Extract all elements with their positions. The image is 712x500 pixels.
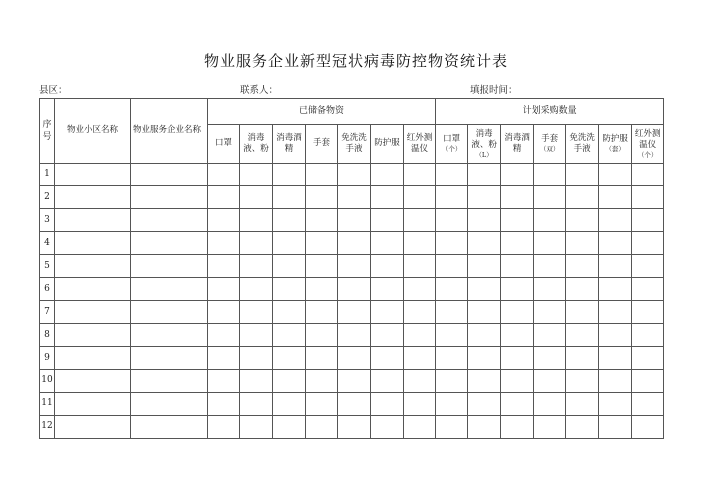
table-cell[interactable]	[273, 369, 306, 392]
table-cell[interactable]	[436, 255, 468, 278]
table-cell[interactable]	[131, 186, 208, 209]
table-cell[interactable]	[501, 186, 534, 209]
table-cell[interactable]	[566, 415, 599, 438]
table-cell[interactable]	[404, 209, 436, 232]
table-cell[interactable]	[468, 347, 501, 370]
table-cell[interactable]	[208, 347, 240, 370]
table-cell[interactable]	[208, 301, 240, 324]
planned-col-header	[468, 125, 501, 163]
row-number: 5	[40, 255, 55, 278]
table-cell[interactable]	[404, 369, 436, 392]
table-cell[interactable]	[599, 255, 632, 278]
table-cell[interactable]	[534, 347, 566, 370]
table-cell[interactable]	[566, 163, 599, 186]
planned-col-unit: （套）	[605, 145, 625, 154]
row-number: 4	[40, 232, 55, 255]
stored-group-header: 已储备物资	[208, 99, 436, 125]
planned-col-label: 消毒酒精	[504, 132, 530, 154]
table-cell[interactable]	[404, 255, 436, 278]
table-cell[interactable]	[632, 209, 664, 232]
table-cell[interactable]	[273, 324, 306, 347]
table-cell[interactable]	[534, 232, 566, 255]
table-cell[interactable]	[371, 347, 404, 370]
table-row	[40, 186, 664, 209]
table-cell[interactable]	[273, 255, 306, 278]
table-cell[interactable]	[131, 301, 208, 324]
table-cell[interactable]	[436, 232, 468, 255]
planned-col-header	[501, 125, 534, 163]
table-cell[interactable]	[501, 209, 534, 232]
table-cell[interactable]	[371, 301, 404, 324]
table-row	[40, 301, 664, 324]
row-number: 1	[40, 163, 55, 186]
table-cell[interactable]	[55, 369, 131, 392]
table-cell[interactable]	[306, 301, 338, 324]
table-cell[interactable]	[240, 209, 273, 232]
table-cell[interactable]	[468, 301, 501, 324]
planned-col-header	[566, 125, 599, 163]
table-cell[interactable]	[566, 347, 599, 370]
table-cell[interactable]	[599, 232, 632, 255]
table-cell[interactable]	[534, 209, 566, 232]
table-cell[interactable]	[599, 163, 632, 186]
table-cell[interactable]	[599, 415, 632, 438]
table-cell[interactable]	[338, 278, 371, 301]
table-cell[interactable]	[404, 163, 436, 186]
table-cell[interactable]	[566, 232, 599, 255]
table-cell[interactable]	[632, 415, 664, 438]
table-cell[interactable]	[55, 415, 131, 438]
table-cell[interactable]	[371, 278, 404, 301]
table-cell[interactable]	[208, 324, 240, 347]
table-cell[interactable]	[501, 369, 534, 392]
table-cell[interactable]	[371, 392, 404, 415]
table-cell[interactable]	[534, 278, 566, 301]
table-cell[interactable]	[240, 347, 273, 370]
table-cell[interactable]	[208, 369, 240, 392]
table-cell[interactable]	[436, 278, 468, 301]
stored-col-header	[338, 125, 371, 163]
planned-col-unit: （双）	[539, 145, 560, 154]
seq-header-label: 序号	[42, 119, 52, 142]
table-cell[interactable]	[599, 186, 632, 209]
table-cell[interactable]	[632, 369, 664, 392]
table-row	[40, 347, 664, 370]
stored-col-header	[404, 125, 436, 163]
table-cell[interactable]	[273, 278, 306, 301]
table-cell[interactable]	[534, 415, 566, 438]
table-cell[interactable]	[599, 209, 632, 232]
table-cell[interactable]	[306, 369, 338, 392]
table-cell[interactable]	[404, 232, 436, 255]
table-cell[interactable]	[131, 347, 208, 370]
row-number: 9	[40, 347, 55, 370]
table-cell[interactable]	[273, 415, 306, 438]
table-cell[interactable]	[534, 301, 566, 324]
table-cell[interactable]	[131, 163, 208, 186]
table-cell[interactable]	[534, 324, 566, 347]
table-cell[interactable]	[208, 163, 240, 186]
table-cell[interactable]	[566, 255, 599, 278]
county-label: 县区：	[39, 85, 68, 96]
planned-col-label: 免洗洗手液	[569, 132, 595, 154]
table-cell[interactable]	[371, 324, 404, 347]
table-cell[interactable]	[338, 209, 371, 232]
row-number: 12	[40, 415, 55, 438]
table-cell[interactable]	[501, 415, 534, 438]
table-cell[interactable]	[131, 255, 208, 278]
table-cell[interactable]	[273, 186, 306, 209]
table-cell[interactable]	[404, 392, 436, 415]
table-cell[interactable]	[240, 392, 273, 415]
table-cell[interactable]	[55, 347, 131, 370]
table-row	[40, 324, 664, 347]
table-cell[interactable]	[632, 324, 664, 347]
stored-col-label: 防护服	[374, 138, 400, 149]
table-cell[interactable]	[534, 163, 566, 186]
stored-col-header	[306, 125, 338, 163]
table-cell[interactable]	[55, 301, 131, 324]
table-cell[interactable]	[534, 369, 566, 392]
stored-col-header	[371, 125, 404, 163]
table-cell[interactable]	[240, 186, 273, 209]
stored-col-label: 红外测温仪	[406, 132, 433, 154]
date-label: 填报时间：	[470, 85, 518, 96]
table-cell[interactable]	[566, 209, 599, 232]
table-cell[interactable]	[306, 324, 338, 347]
table-cell[interactable]	[306, 163, 338, 186]
table-cell[interactable]	[468, 232, 501, 255]
table-cell[interactable]	[599, 301, 632, 324]
table-cell[interactable]	[338, 392, 371, 415]
table-cell[interactable]	[468, 324, 501, 347]
table-row	[40, 232, 664, 255]
table-cell[interactable]	[599, 392, 632, 415]
table-cell[interactable]	[131, 369, 208, 392]
table-cell[interactable]	[468, 278, 501, 301]
table-cell[interactable]	[468, 369, 501, 392]
table-cell[interactable]	[306, 232, 338, 255]
table-cell[interactable]	[632, 301, 664, 324]
table-cell[interactable]	[208, 186, 240, 209]
table-cell[interactable]	[131, 392, 208, 415]
table-row	[40, 369, 664, 392]
table-cell[interactable]	[55, 209, 131, 232]
table-cell[interactable]	[55, 392, 131, 415]
table-cell[interactable]	[501, 278, 534, 301]
stored-col-label: 免洗洗手液	[341, 132, 367, 154]
table-cell[interactable]	[306, 186, 338, 209]
table-cell[interactable]	[338, 347, 371, 370]
stored-col-label: 口罩	[214, 138, 232, 149]
table-cell[interactable]	[240, 278, 273, 301]
planned-col-unit: （L）	[475, 150, 493, 159]
table-cell[interactable]	[338, 301, 371, 324]
table-cell[interactable]	[632, 163, 664, 186]
row-number: 3	[40, 209, 55, 232]
table-cell[interactable]	[632, 186, 664, 209]
table-cell[interactable]	[55, 232, 131, 255]
table-cell[interactable]	[208, 209, 240, 232]
table-cell[interactable]	[632, 392, 664, 415]
page-title: 物业服务企业新型冠状病毒防控物资统计表	[203, 52, 508, 70]
stored-col-header	[240, 125, 273, 163]
table-cell[interactable]	[632, 232, 664, 255]
table-cell[interactable]	[632, 278, 664, 301]
table-cell[interactable]	[468, 163, 501, 186]
table-cell[interactable]	[208, 255, 240, 278]
table-cell[interactable]	[240, 369, 273, 392]
table-cell[interactable]	[501, 163, 534, 186]
table-cell[interactable]	[131, 324, 208, 347]
table-cell[interactable]	[240, 301, 273, 324]
row-number: 8	[40, 324, 55, 347]
row-number: 6	[40, 278, 55, 301]
table-cell[interactable]	[273, 232, 306, 255]
table-cell[interactable]	[468, 255, 501, 278]
table-cell[interactable]	[338, 163, 371, 186]
table-cell[interactable]	[273, 347, 306, 370]
table-cell[interactable]	[306, 278, 338, 301]
table-cell[interactable]	[240, 255, 273, 278]
table-row	[40, 278, 664, 301]
table-cell[interactable]	[404, 415, 436, 438]
table-cell[interactable]	[599, 347, 632, 370]
table-cell[interactable]	[55, 278, 131, 301]
table-cell[interactable]	[306, 347, 338, 370]
table-cell[interactable]	[240, 324, 273, 347]
table-cell[interactable]	[468, 415, 501, 438]
table-cell[interactable]	[338, 186, 371, 209]
planned-col-label: 口罩	[443, 134, 461, 145]
community-header: 物业小区名称	[55, 99, 131, 164]
table-cell[interactable]	[338, 232, 371, 255]
seq-header	[40, 99, 55, 164]
planned-col-header	[599, 125, 632, 163]
table-cell[interactable]	[566, 278, 599, 301]
table-cell[interactable]	[55, 163, 131, 186]
table-cell[interactable]	[131, 278, 208, 301]
table-cell[interactable]	[208, 392, 240, 415]
table-cell[interactable]	[273, 163, 306, 186]
table-cell[interactable]	[404, 347, 436, 370]
table-cell[interactable]	[566, 369, 599, 392]
row-number: 7	[40, 301, 55, 324]
table-cell[interactable]	[468, 186, 501, 209]
table-cell[interactable]	[436, 369, 468, 392]
table-cell[interactable]	[501, 301, 534, 324]
table-cell[interactable]	[566, 324, 599, 347]
table-cell[interactable]	[273, 209, 306, 232]
table-cell[interactable]	[501, 232, 534, 255]
table-cell[interactable]	[240, 232, 273, 255]
planned-group-header: 计划采购数量	[436, 99, 664, 125]
table-row	[40, 209, 664, 232]
table-cell[interactable]	[55, 255, 131, 278]
stored-col-label: 消毒酒精	[276, 132, 302, 154]
table-cell[interactable]	[371, 369, 404, 392]
table-cell[interactable]	[131, 232, 208, 255]
table-cell[interactable]	[436, 415, 468, 438]
planned-col-header	[632, 125, 664, 163]
table-cell[interactable]	[55, 186, 131, 209]
row-number: 11	[40, 392, 55, 415]
stored-col-label: 手套	[312, 138, 330, 149]
table-cell[interactable]	[566, 301, 599, 324]
planned-col-label: 红外测温仪	[634, 128, 661, 150]
table-cell[interactable]	[436, 392, 468, 415]
table-cell[interactable]	[208, 415, 240, 438]
table-cell[interactable]	[371, 232, 404, 255]
table-cell[interactable]	[501, 324, 534, 347]
table-cell[interactable]	[566, 392, 599, 415]
planned-col-label: 防护服	[602, 134, 628, 145]
table-cell[interactable]	[55, 324, 131, 347]
table-cell[interactable]	[371, 209, 404, 232]
table-row	[40, 415, 664, 438]
planned-col-unit: （个）	[441, 145, 462, 154]
table-cell[interactable]	[404, 324, 436, 347]
table-row	[40, 392, 664, 415]
table-cell[interactable]	[599, 324, 632, 347]
planned-col-header	[436, 125, 468, 163]
table-cell[interactable]	[436, 209, 468, 232]
table-cell[interactable]	[371, 186, 404, 209]
contact-label: 联系人：	[240, 85, 279, 96]
table-cell[interactable]	[371, 415, 404, 438]
table-cell[interactable]	[468, 209, 501, 232]
table-row	[40, 255, 664, 278]
row-number: 10	[40, 369, 55, 392]
company-header: 物业服务企业名称	[131, 99, 208, 164]
table-cell[interactable]	[566, 186, 599, 209]
table-cell[interactable]	[436, 186, 468, 209]
table-cell[interactable]	[131, 209, 208, 232]
table-cell[interactable]	[208, 232, 240, 255]
table-cell[interactable]	[534, 255, 566, 278]
planned-col-unit: （个）	[637, 150, 658, 159]
table-row	[40, 163, 664, 186]
table-cell[interactable]	[273, 301, 306, 324]
table-cell[interactable]	[371, 255, 404, 278]
stored-col-header	[273, 125, 306, 163]
table-cell[interactable]	[371, 163, 404, 186]
stored-col-label: 消毒液、粉	[243, 132, 269, 154]
table-cell[interactable]	[306, 392, 338, 415]
table-cell[interactable]	[306, 209, 338, 232]
table-cell[interactable]	[436, 163, 468, 186]
table-cell[interactable]	[501, 347, 534, 370]
table-cell[interactable]	[436, 324, 468, 347]
table-cell[interactable]	[501, 255, 534, 278]
table-cell[interactable]	[306, 415, 338, 438]
table-cell[interactable]	[338, 369, 371, 392]
table-cell[interactable]	[501, 392, 534, 415]
table-cell[interactable]	[338, 324, 371, 347]
table-cell[interactable]	[273, 392, 306, 415]
table-cell[interactable]	[468, 392, 501, 415]
table-cell[interactable]	[208, 278, 240, 301]
table-cell[interactable]	[534, 186, 566, 209]
table-cell[interactable]	[534, 392, 566, 415]
table-cell[interactable]	[338, 255, 371, 278]
table-cell[interactable]	[240, 163, 273, 186]
statistics-table	[39, 98, 664, 439]
table-cell[interactable]	[404, 278, 436, 301]
table-cell[interactable]	[404, 186, 436, 209]
table-cell[interactable]	[131, 415, 208, 438]
row-number: 2	[40, 186, 55, 209]
stored-col-header	[208, 125, 240, 163]
table-cell[interactable]	[404, 301, 436, 324]
table-cell[interactable]	[599, 278, 632, 301]
table-cell[interactable]	[338, 415, 371, 438]
table-cell[interactable]	[632, 255, 664, 278]
table-cell[interactable]	[306, 255, 338, 278]
table-cell[interactable]	[632, 347, 664, 370]
planned-col-header	[534, 125, 566, 163]
planned-col-label: 手套	[541, 134, 559, 145]
planned-col-label: 消毒液、粉	[471, 128, 497, 150]
table-cell[interactable]	[599, 369, 632, 392]
table-cell[interactable]	[240, 415, 273, 438]
table-cell[interactable]	[436, 301, 468, 324]
table-cell[interactable]	[436, 347, 468, 370]
